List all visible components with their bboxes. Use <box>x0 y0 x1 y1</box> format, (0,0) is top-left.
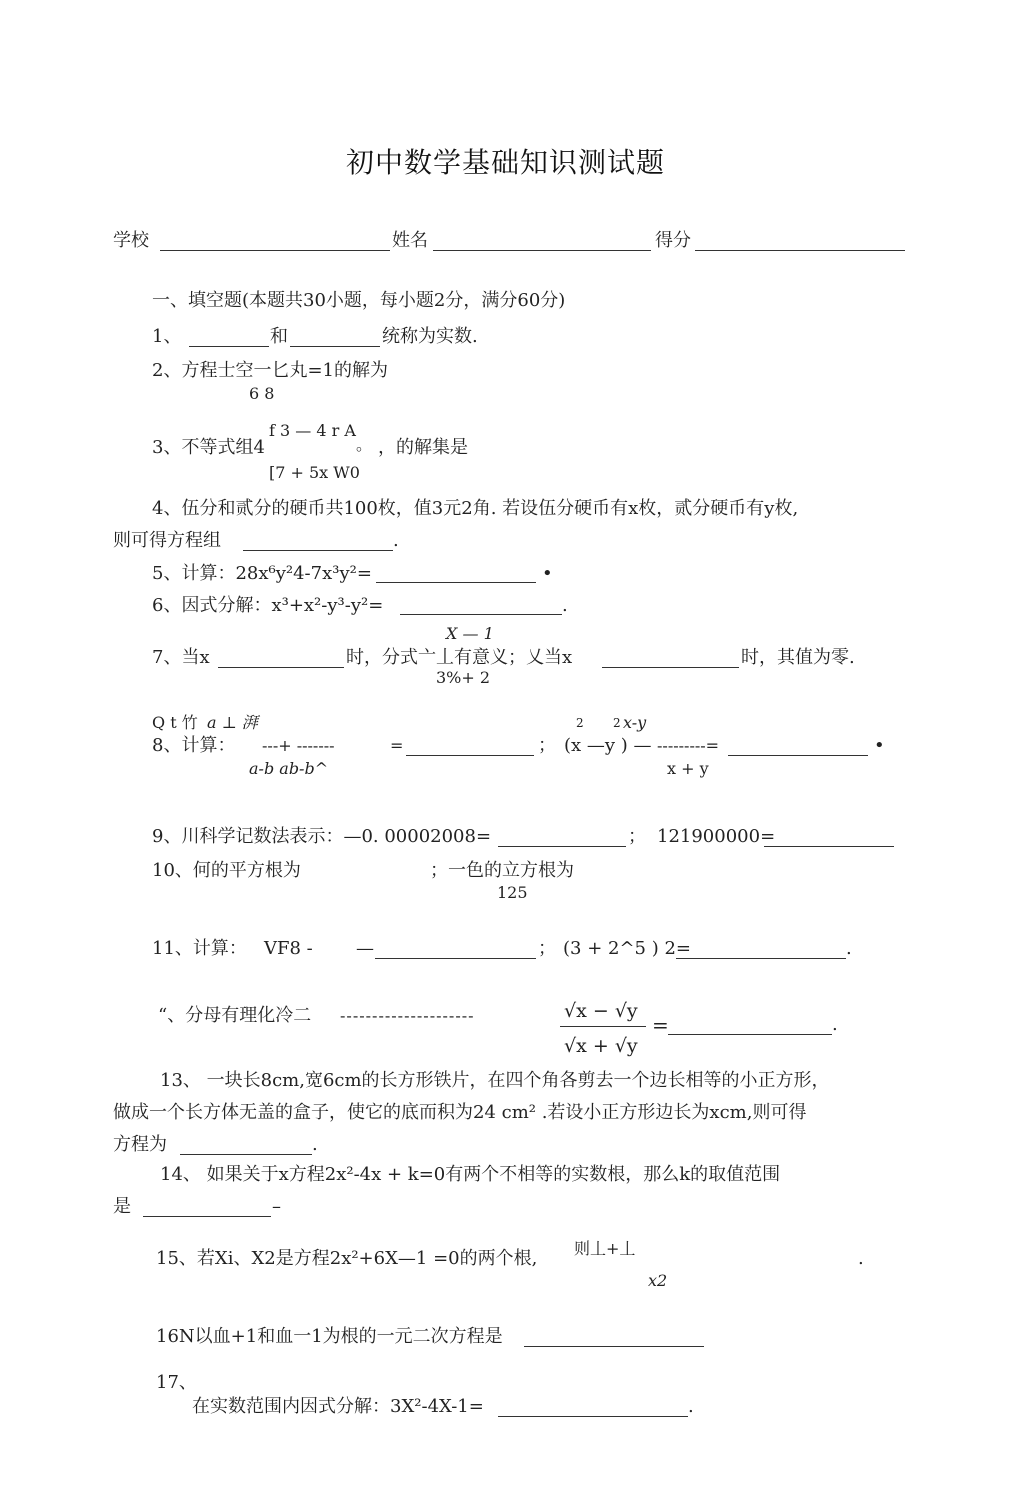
q13-line-3: 方程为 <box>113 1134 167 1155</box>
q1-blank-2[interactable] <box>290 346 380 347</box>
q8-denominator-2: x + y <box>667 759 709 778</box>
section-heading: 一、填空题(本题共30小题，每小题2分，满分60分) <box>152 290 566 311</box>
q8-label: 8、计算： <box>152 735 236 756</box>
q11-expression-2: (3 + 2^5 ) 2= <box>563 938 691 959</box>
q7-blank-2[interactable] <box>602 667 739 668</box>
q2-text: 2、方程士空一匕丸=1的解为 <box>152 360 388 381</box>
page-title: 初中数学基础知识测试题 <box>346 146 666 179</box>
q17-end: . <box>688 1396 694 1417</box>
q14-blank[interactable] <box>143 1216 271 1217</box>
q9-blank-2[interactable] <box>764 846 894 847</box>
q9-part-a: 9、川科学记数法表示：—0. 00002008= <box>152 826 492 847</box>
q12-end: . <box>832 1014 838 1035</box>
q14-line-1: 14、 如果关于x方程2x²-4x + k=0有两个不相等的实数根，那么k的取值范围 <box>160 1164 781 1185</box>
score-field[interactable] <box>695 250 905 251</box>
q15-end: . <box>858 1248 864 1269</box>
q8-end: • <box>874 735 885 756</box>
q17-blank[interactable] <box>498 1416 688 1417</box>
q7-part-c: 时，其值为零. <box>741 647 855 668</box>
q7-part-b: 时，分式亠丄有意义；乂当x <box>346 647 573 668</box>
q9-semicolon: ； <box>628 826 646 847</box>
q8-equals-1: = <box>390 736 404 755</box>
name-field[interactable] <box>433 250 651 251</box>
q2-denominators: 6 8 <box>249 384 275 403</box>
q11-blank-1[interactable] <box>375 958 536 959</box>
q14-line-2: 是 <box>113 1196 131 1217</box>
q12-denominator: √x + √y <box>564 1035 638 1057</box>
q6-text: 6、因式分解：x³+x²-y³-y²= <box>152 595 384 616</box>
q12-dashes: --------------------- <box>340 1006 475 1025</box>
q15-subscript: x2 <box>648 1271 668 1290</box>
q12-blank[interactable] <box>668 1034 832 1035</box>
q8-blank-2[interactable] <box>728 755 868 756</box>
q1-blank-1[interactable] <box>189 346 269 347</box>
q12-numerator: √x − √y <box>564 1000 638 1022</box>
q8-denominator-1: a-b ab-b^ <box>249 759 329 778</box>
q5-text: 5、计算：28x⁶y²4-7x³y²= <box>152 563 372 584</box>
score-label: 得分 <box>655 230 691 251</box>
q13-blank[interactable] <box>180 1154 312 1155</box>
q10-part-b: ；一色的立方根为 <box>430 860 574 881</box>
q4-end: . <box>393 530 399 551</box>
q3-label: 3、不等式组4 <box>152 437 265 458</box>
q16-blank[interactable] <box>524 1346 704 1347</box>
q11-dash: — <box>356 938 374 959</box>
q16-text: 16N以血+1和血一1为根的一元二次方程是 <box>156 1326 503 1347</box>
q13-end: . <box>312 1134 318 1155</box>
q8-stray: Q t 竹 <box>152 713 198 732</box>
q7-blank-1[interactable] <box>218 667 344 668</box>
q8-numerator-2: x-y <box>623 713 647 732</box>
q12-fraction-bar <box>560 1026 646 1027</box>
q4-blank[interactable] <box>243 550 393 551</box>
q8-numerator-1: a ⊥ 湃 <box>207 713 258 732</box>
name-label: 姓名 <box>392 230 428 251</box>
q11-expression-1: VF8 - <box>264 938 313 959</box>
q11-end: . <box>846 938 852 959</box>
q8-blank-1[interactable] <box>406 755 534 756</box>
q15-text: 15、若Xi、X2是方程2x²+6X—1 =0的两个根, <box>156 1248 538 1269</box>
q13-line-1: 13、 一块长8cm,宽6cm的长方形铁片，在四个角各剪去一个边长相等的小正方形， <box>160 1070 830 1091</box>
q10-part-a: 10、何的平方根为 <box>152 860 301 881</box>
q11-blank-2[interactable] <box>676 958 846 959</box>
q3-dot: 。 <box>356 435 373 454</box>
q12-label: “、分母有理化冷二 <box>158 1005 312 1026</box>
q6-end: . <box>562 595 568 616</box>
q9-part-b: 121900000= <box>657 826 776 847</box>
q13-line-2: 做成一个长方体无盖的盒子，使它的底而积为24 cm² .若设小正方形边长为xcm,则可得 <box>113 1102 807 1123</box>
q1-and: 和 <box>270 326 288 347</box>
q4-line-1: 4、伍分和贰分的硬币共100枚，值3元2角. 若设伍分硬币有x枚，贰分硬币有y枚, <box>152 498 799 519</box>
school-label: 学校 <box>113 230 149 251</box>
q5-end: • <box>542 563 553 584</box>
q17-text: 在实数范围内因式分解：3X²-4X-1= <box>192 1396 484 1417</box>
q1-number: 1、 <box>152 326 182 347</box>
q12-equals: = <box>652 1013 669 1037</box>
q17-number: 17、 <box>156 1372 197 1393</box>
q7-part-a: 7、当x <box>152 647 210 668</box>
q8-fraction-bar-1: ---+ ------- <box>262 736 335 755</box>
q8-superscript-1: 2 <box>576 716 584 730</box>
q8-semicolon: ； <box>538 735 556 756</box>
q11-semicolon: ； <box>538 938 556 959</box>
q9-blank-1[interactable] <box>498 846 626 847</box>
q11-label: 11、计算： <box>152 938 247 959</box>
q14-end: – <box>272 1196 281 1217</box>
q3-tail: ，的解集是 <box>378 437 468 458</box>
q1-text: 统称为实数. <box>382 326 478 347</box>
q6-blank[interactable] <box>400 614 562 615</box>
q10-denominator: 125 <box>497 883 528 902</box>
q5-blank[interactable] <box>376 582 536 583</box>
q3-system-bottom: [7 + 5x W0 <box>269 463 360 482</box>
q7-numerator: X — 1 <box>446 624 494 643</box>
q8-expression-2: (x —y ) — <box>564 735 652 756</box>
q4-line-2: 则可得方程组 <box>113 530 221 551</box>
q3-system-top: f 3 — 4 r A <box>269 421 356 440</box>
q8-superscript-2: 2 <box>613 716 621 730</box>
school-field[interactable] <box>160 250 390 251</box>
q7-denominator: 3%+ 2 <box>436 668 491 687</box>
q8-fraction-bar-2: ---------= <box>657 736 720 755</box>
q15-expression: 则丄+丄 <box>574 1239 636 1258</box>
